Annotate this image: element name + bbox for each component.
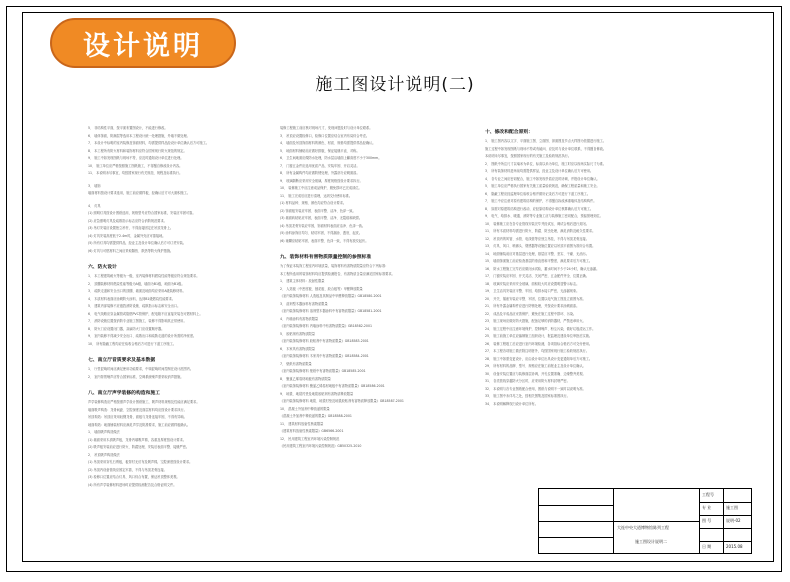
note-line: 5、 施工单位应严格执行国家有关施工质量验收规范，确保工程质量和施工安全。	[485, 184, 600, 188]
notes-column-3	[485, 125, 755, 408]
note-line: (6) 裱糊应粘贴牢固，表面平整、色泽一致，不得有波纹起伏。	[280, 238, 369, 243]
note-line: (4) 灯具安装高度低于2.4m时，金属外壳应可靠接地。	[88, 233, 166, 238]
note-line: 11、 施工完成后应进行清理，达到交付使用标准。	[280, 193, 353, 198]
note-line: 7、 门窗五金件应选用优质产品，安装牢固、开启灵活。	[280, 163, 360, 168]
note-line: 2、 吊顶吸声构造做法	[88, 452, 120, 457]
note-line: (4) 吊顶龙骨安装应牢固，饰面材料表面应洁净、色泽一致。	[280, 223, 366, 228]
title-block-project: 大连中央大道博物馆陈列工程	[617, 525, 669, 530]
note-line: 3、 溶剂型木器涂料有害物质限量	[280, 301, 328, 306]
note-line: (5) 所有灯具均需提供样品，经业主及设计单位确认后方可订货安装。	[88, 241, 186, 245]
note-line: 7、 施工中应注意对原有建筑结构的保护，不得擅自拆改承重墙体及结构构件。	[485, 199, 597, 203]
note-line: (3) 吊灯安装应设置独立吊杆，不得直接固定在吊顶龙骨上。	[88, 226, 174, 230]
note-line: 14、 地面铺装前应对基层进行处理，基层应平整、坚实、干燥、无油污。	[485, 251, 589, 256]
page-title: 施工图设计说明(二)	[315, 75, 475, 95]
note-line: 《室内装饰装修材料 溶剂型木器涂料中有害物质限量》GB18581-2001	[280, 309, 382, 313]
note-line: 11、 所有木质材料均需进行防火、防腐、防虫处理，满足消防及耐久性要求。	[485, 229, 596, 233]
note-line: 33、 施工图中未详尽之处，按相关图集及国家标准图执行。	[485, 394, 570, 398]
note-line: 9、 电气、给排水、暖通、消防等专业施工应与装修施工密切配合，预留预埋到位。	[485, 214, 603, 218]
note-line: 2、 图纸中所注尺寸以毫米为单位，标高以米为单位，施工时应以现场实际尺寸为准。	[485, 161, 606, 166]
note-line: 地面构造：地面铺装材料应满足声学及防滑要求，施工前应做样板确认。	[88, 422, 190, 427]
note-line: 8、 所有金属构件均应做防锈处理，外露部分应刷面漆。	[280, 171, 360, 175]
paragraph-gap	[88, 255, 268, 260]
note-line: 1、 建筑主体材料：放射性限量	[280, 279, 325, 283]
note-line: 为了保证本装饰工程室内环境质量，装饰材料有害物质限量应符合下列标准：	[280, 264, 389, 268]
note-line: 21、 所有外露金属构件应进行防锈处理，并按设计要求涂刷面漆。	[485, 304, 580, 308]
title-block-sheet-name: 施工图设计说明二	[635, 539, 667, 544]
note-line: 19、 卫生洁具安装应平整、牢固，给排水接口严密，无渗漏现象。	[485, 289, 580, 293]
note-line: 29、 所有材料的品牌、型号、规格应在施工前报业主及设计单位确认。	[485, 364, 586, 368]
note-line: 10、 装修施工中应注意成品保护，避免损坏已完成部位。	[280, 186, 362, 190]
note-line: 10、 装修施工应在各专业管线安装完毕并经试压、调试合格后进行封闭。	[485, 221, 589, 226]
section-heading: 九、装饰材料有害物质限量控制的参照标准	[280, 255, 372, 260]
note-line: 30、 设备安装位置应与装修面层协调，开孔位置准确、边缘整齐美观。	[485, 371, 586, 376]
paragraph-gap	[88, 381, 268, 386]
note-line: (2) 吊顶内设备管线应固定牢靠，不得与吊顶龙骨连接。	[88, 467, 167, 472]
note-line: 2、 室内背景噪声应符合国家标准，空调系统噪声需采取消声措施。	[88, 374, 184, 379]
note-line: 装修工程施工前应核对现场尺寸，发现问题及时与设计单位联系。	[280, 126, 373, 130]
note-line: (1) 材料品种、规格、颜色均应符合设计要求。	[280, 201, 347, 205]
note-line: 1、 本工程建筑耐火等级为一级，室内装修材料燃烧性能等级应符合规范要求。	[88, 274, 200, 278]
note-line: 13、 灯具、风口、喷淋头、烟感器等设施位置应以吊顶平面图为准综合布置。	[485, 244, 596, 248]
note-line: 《室内装饰装修材料 人造板及其制品中甲醛释放限量》GB18580-2001	[280, 294, 382, 298]
note-line: 墙面材料按设计要求选用，施工前应做样板，经确认后方可大面积施工。	[88, 191, 190, 195]
note-line: (1) 墙面采用木质吸声板，龙骨内填吸声棉，容重及厚度按设计要求。	[88, 437, 186, 442]
note-line: 3、 吊顶应设置检修口，检修口位置应结合室内布局综合考虑。	[280, 133, 370, 138]
note-line: 28、 施工中如需变更设计，应由设计单位出具设计变更通知单后方可施工。	[485, 356, 593, 361]
note-line: 《室内装饰装修材料 木家具中有害物质限量》GB18584-2001	[280, 354, 369, 358]
tb-label-2: 图 号	[702, 518, 712, 523]
tb-label-1: 专 业	[702, 505, 712, 510]
note-line: 4、 灯具	[88, 203, 101, 208]
note-line: 24、 施工过程中应注意环境保护，控制噪声、粉尘污染，做好垃圾清运工作。	[485, 326, 596, 331]
tb-label-0: 工程号	[702, 492, 714, 497]
note-line: 5、 胶粘剂有害物质限量	[280, 331, 315, 336]
note-line: 本说明未尽事宜，按照国家现行的有关施工及验收规范执行。	[485, 154, 572, 158]
note-line: 23、 施工现场应做好防火措施，配备足够的消防器材，严禁违章用火。	[485, 319, 586, 323]
note-line: 4、 内墙涂料有害物质限量	[280, 316, 319, 321]
note-line: 15、 墙面饰面施工前应检查基层的垂直度和平整度，满足要求后方可施工。	[485, 259, 593, 263]
note-line: 4、 墙面及吊顶饰面材料的颜色、材质、规格均需提供样品经确认。	[280, 141, 376, 145]
note-line: 8、 本工程所有防火材料和装饰材料应符合国家现行防火规范的规定。	[88, 148, 187, 153]
note-line: 10、 所有隐蔽工程均应在验收合格后方可进行下道工序施工。	[88, 341, 176, 346]
note-line: 6、 木家具有害物质限量	[280, 346, 315, 351]
note-line: 本工程所选用的装饰材料均应提供检测报告，有害物质含量应满足国家标准要求。	[280, 271, 395, 276]
notes-column-2	[280, 125, 475, 451]
note-line: 7、 本设计中标明的室内装修及饰面材料，均需提供样品经设计单位确认后方可施工。	[88, 141, 209, 145]
note-line: 18、 玻璃安装应采用安全玻璃，面积较大时应设置明显警示标志。	[485, 281, 580, 286]
section-heading: 六、防火设计	[88, 265, 117, 270]
note-line: 《民用建筑工程室内环境污染控制规范》GB50325-2010	[280, 444, 362, 448]
note-line: 施工过程中如发现图纸与现场不符或有疑问，应及时与设计单位联系，不得擅自修改。	[485, 146, 607, 151]
note-line: (2) 饰面板安装应牢固、表面平整、洁净、色泽一致。	[280, 208, 356, 213]
tb-value-2: 说明-02	[726, 518, 741, 523]
note-line: 5、 非结构性平面，按平面布置图设计，不能进行修改。	[88, 126, 168, 130]
note-line: 26、 装修工程竣工后应进行室内环境检测，各项指标合格后方可交付使用。	[485, 341, 593, 346]
note-line: 1、 厅堂混响时间应满足使用功能要求，中频混响时间控制在设计范围内。	[88, 367, 194, 371]
note-line: 6、 电气线路应穿金属管或阻燃PVC管保护，配电箱不应直接安装在可燃材料上。	[88, 311, 203, 316]
note-line: 25、 施工前施工单位应编制施工组织设计，报监理及建设单位审批后实施。	[485, 334, 593, 338]
note-line: 声学装修构造应严格按照声学设计图纸施工，吸声材料规格及性能应满足要求。	[88, 400, 200, 404]
note-line: 《室内装饰装修材料 壁纸中有害物质限量》GB18585-2001	[280, 369, 366, 373]
note-line: 8、 如需对原建筑结构进行改动，应经原结构设计单位核算确认后方可施工。	[485, 206, 594, 211]
title-block	[538, 488, 752, 554]
note-line: 墙面吸声构造：龙骨间距、空腔深度及面层材料均应按设计要求执行。	[88, 407, 187, 412]
note-line: (5) 涂料涂饰应均匀、粘结牢固，不得漏涂、透底、起皮。	[280, 231, 363, 235]
paragraph-gap	[280, 245, 475, 250]
tb-label-3: 日 期	[702, 544, 712, 549]
note-line: 22、 成品及半成品应妥善保护，避免在施工过程中损坏、污染。	[485, 311, 577, 316]
note-line: 1、 墙面吸声构造做法	[88, 430, 120, 434]
tb-value-3: 2015.08	[726, 544, 743, 549]
note-line: 6、 卫生间地面应做防水处理，防水层沿墙面上翻高度不小于300mm。	[280, 156, 382, 160]
note-line: 3、 墙饰	[88, 183, 101, 188]
note-line: 34、 本说明解释权归设计单位所有。	[485, 401, 538, 406]
note-line: 8、 聚氯乙烯卷材地板有害物质限量	[280, 376, 331, 381]
section-heading: 七、南立厅音质要求及基本数据	[88, 358, 156, 363]
note-line: 12、 民用建筑工程室内环境污染控制规范	[280, 436, 340, 441]
note-line: 3、 所有装饰材料进场前均需提供样品，经业主及设计单位确认后方可使用。	[485, 169, 594, 173]
note-line: (3) 检修口位置应结合灯具、风口综合布置，保证吊顶整体美观。	[88, 475, 180, 479]
note-line: 27、 本工程各项施工做法除注明者外，均按国家现行施工验收规范执行。	[485, 349, 589, 353]
paragraph-gap	[88, 348, 268, 353]
note-line: 2、 人造板（中密度板、刨花板、胶合板等）甲醛释放限量	[280, 286, 363, 291]
note-line: 11、 本说明未尽事宜，均按国家现行有关规范、规程及标准执行。	[88, 171, 183, 175]
badge-label: 设计说明	[83, 30, 203, 62]
note-line: 《混凝土外加剂中释放氨的限量》GB18588-2001	[280, 414, 352, 418]
note-line: 1、 施工图内容以文字、平面施工图、立面图、剖面图及节点大样图为依据进行施工。	[485, 139, 606, 143]
note-line: 10、 混凝土外加剂中释放氨的限量	[280, 406, 330, 411]
note-line: 20、 开关、插座安装应平整、牢固，位置以电气施工图及立面图为准。	[485, 296, 586, 301]
note-line: 8、 防火门应设置闭门器，双扇防火门应设置顺序器。	[88, 326, 165, 331]
note-line: (2) 吸声板安装前应进行防火、防腐处理，安装后表面平整、接缝严密。	[88, 445, 190, 449]
note-line: 9、 室内装修不得减少安全出口、疏散出口和疏散走道的设计所需的净宽度。	[88, 334, 197, 338]
design-notes-badge	[50, 18, 236, 68]
note-line: 31、 各类管线穿越防火分区时，应采用防火材料封堵严密。	[485, 379, 570, 383]
note-line: 10、 施工单位应严格按照施工图纸施工，不得擅自修改设计内容。	[88, 163, 183, 168]
note-line: (2) 应急照明灯具及疏散指示标志应符合消防规范要求。	[88, 218, 167, 223]
note-line: 5、 地面材料铺贴前应做好排版，保证接缝平直、对称。	[280, 148, 360, 153]
note-line: 7、 消防设施位置按消防专业施工图施工，装修不得影响其正常使用。	[88, 319, 187, 323]
note-line: 7、 壁纸有害物质限量	[280, 361, 312, 366]
note-line: 《建筑材料放射性核素限量》GB6566-2001	[280, 429, 344, 433]
note-line: 9、 施工中如发现图纸与现场不符，应及时通知设计单位进行处理。	[88, 156, 184, 160]
note-line: (6) 灯具与可燃材料之间应采取隔热、散热等防火保护措施。	[88, 248, 174, 253]
note-line: 16、 防水工程施工完毕后应做闭水试验，蓄水时间不少于24小时，确认无渗漏。	[485, 266, 600, 271]
note-line: 5、 建筑内部装修不应遮挡消防设施、疏散指示标志和安全出口。	[88, 304, 181, 308]
note-line: 《室内装饰装修材料 胶粘剂中有害物质限量》GB18583-2001	[280, 339, 369, 343]
note-line: 17、 门窗安装应牢固、开关灵活、关闭严密，五金配件齐全、位置正确。	[485, 274, 589, 278]
notes-column-1	[88, 125, 268, 489]
note-line: 《室内装饰装修材料 聚氯乙烯卷材地板中有害物质限量》GB18586-2001	[280, 384, 385, 388]
tb-value-1: 施工图	[726, 505, 738, 510]
note-line: 6、 墙体饰面，防潮层等选用本工程设计统一处理措施，外墙不做处理。	[88, 133, 190, 138]
note-line: 《室内装饰装修材料 内墙涂料中有害物质限量》GB18582-2001	[280, 324, 373, 328]
note-line: 12、 吊顶内的风管、水管、电线管等应独立吊挂，不得与吊顶龙骨连接。	[485, 236, 589, 241]
note-line: 3、 疏散走道和安全出口的顶棚、墙面及地面均应采用A级装修材料。	[88, 289, 186, 293]
note-line: 2、 顶棚装修材料燃烧性能等级为A级，墙面为B1级，地面为B1级。	[88, 281, 185, 286]
note-line: 吊顶构造：吊顶应采用轻钢龙骨，面板与龙骨连接牢固，不得有异响。	[88, 415, 187, 419]
section-heading: 八、南立厅声学装修的构造和施工	[88, 391, 160, 396]
note-line: 4、 木质材料表面应涂刷防火涂料，达到B1级燃烧性能要求。	[88, 296, 175, 301]
note-line: (4) 所有声学装修材料进场时应提供检测报告及合格证明文件。	[88, 482, 177, 487]
note-line: 9、 地毯、地毯衬垫及地毯胶粘剂有害物质释放限量	[280, 391, 354, 396]
note-line: (3) 墙面砖粘贴应牢固，表面平整、洁净、无裂痕和缺损。	[280, 216, 363, 220]
note-line: 11、 建筑材料放射性核素限量	[280, 421, 324, 426]
note-line: (1) 吊顶采用穿孔石膏板，板背衬无纺布及吸声棉，空腔深度按设计要求。	[88, 460, 193, 464]
note-line: 《室内装饰装修材料 地毯、地毯衬垫及地毯胶粘剂有害物质释放限量》GB18587-2001	[280, 399, 404, 403]
section-heading: 十、修改和配合原则：	[485, 130, 533, 135]
note-line: 9、 玻璃隔断应采用安全玻璃，厚度规格按设计要求执行。	[280, 178, 363, 183]
note-line: (1) 照明灯具按设计图纸选用，规格型号应符合国家标准，安装应牢固可靠。	[88, 211, 196, 215]
note-line: 32、 本说明与各专业图纸配合使用，图纸与说明不一致时以说明为准。	[485, 386, 586, 391]
note-line: 6、 隐蔽工程应经监理单位验收合格并做好记录后方可进行下道工序施工。	[485, 191, 591, 196]
note-line: 4、 各专业之间应密切配合，施工中如发现矛盾应及时协调，并报设计单位确认。	[485, 176, 600, 181]
